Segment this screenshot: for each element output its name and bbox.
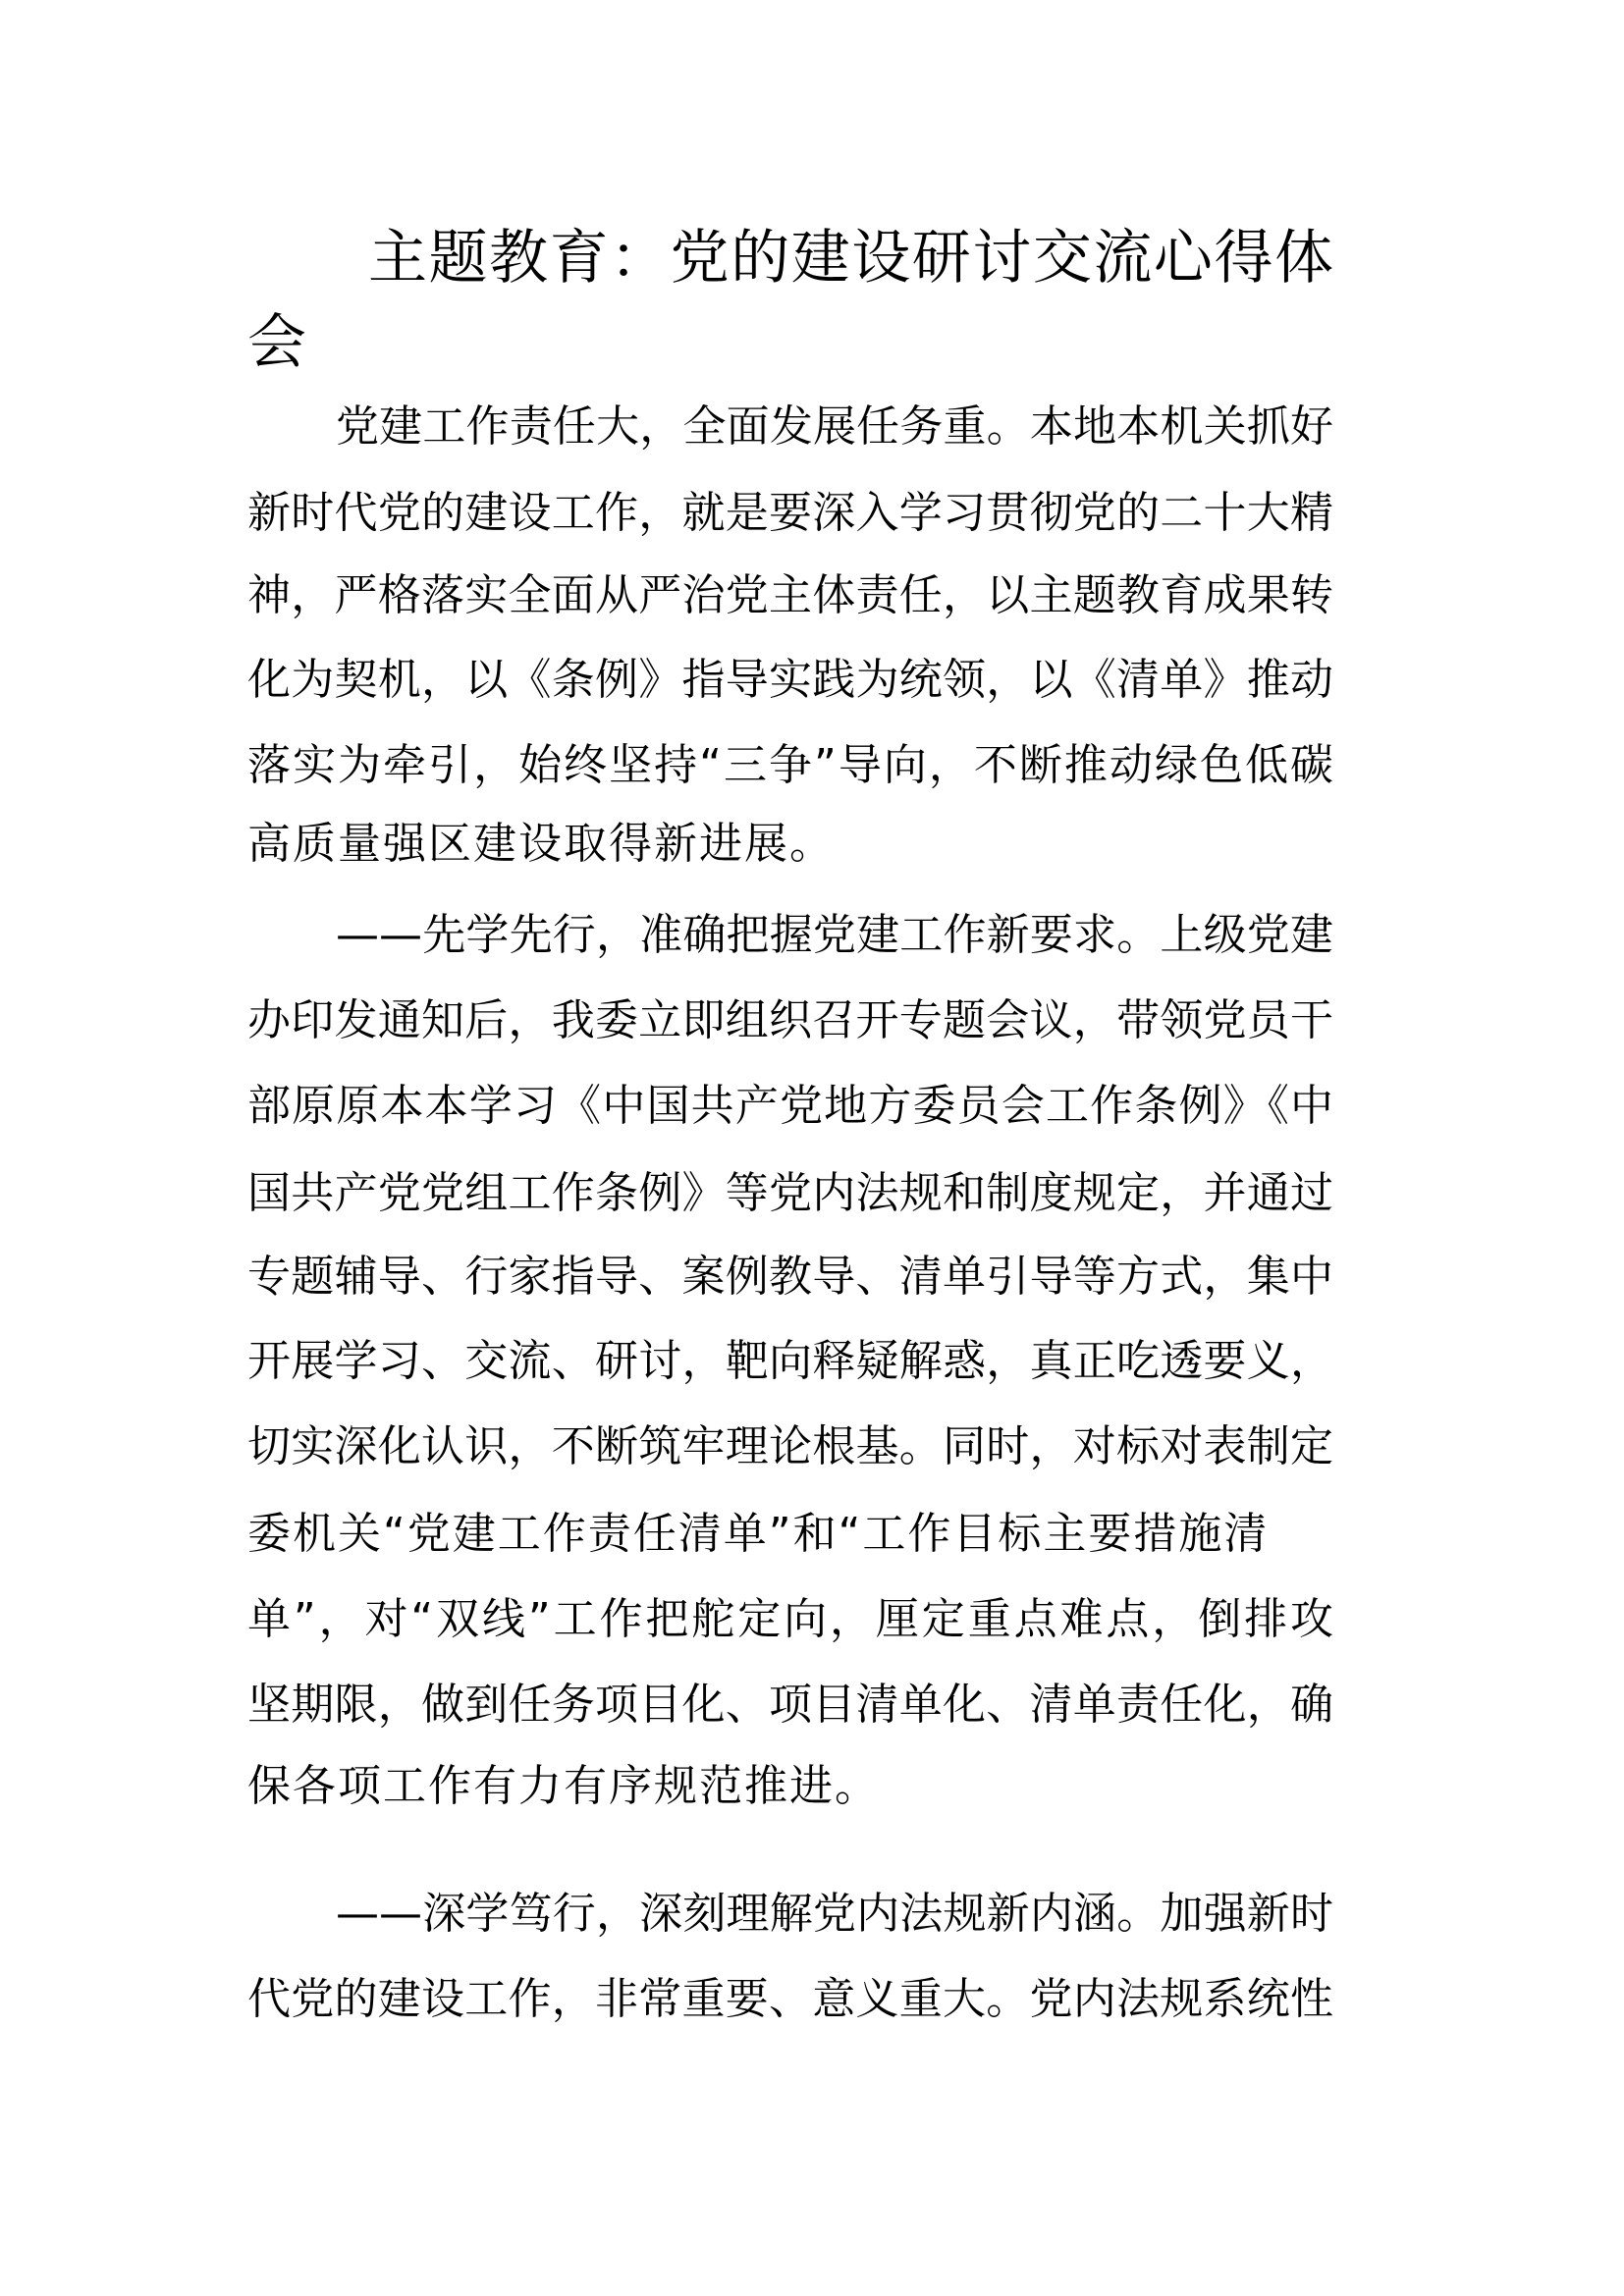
paragraph-2-line-6: 开展学习、交流、研讨，靶向释疑解惑，真正吃透要义，	[247, 1336, 1333, 1386]
paragraph-2-line-11: 保各项工作有力有序规范推进。	[247, 1761, 880, 1811]
paragraph-1-line-1: 党建工作责任大，全面发展任务重。本地本机关抓好	[336, 401, 1333, 452]
paragraph-3-line-1: ——深学笃行，深刻理解党内法规新内涵。加强新时	[336, 1889, 1333, 1939]
paragraph-2-line-5: 专题辅导、行家指导、案例教导、清单引导等方式，集中	[247, 1252, 1333, 1302]
paragraph-3-line-2: 代党的建设工作，非常重要、意义重大。党内法规系统性	[247, 1974, 1333, 2024]
paragraph-1-line-5: 落实为牵引，始终坚持“三争”导向，不断推动绿色低碳	[247, 740, 1333, 790]
paragraph-2-line-10: 坚期限，做到任务项目化、项目清单化、清单责任化，确	[247, 1680, 1333, 1730]
paragraph-2-line-3: 部原原本本学习《中国共产党地方委员会工作条例》《中	[247, 1081, 1333, 1131]
paragraph-2-line-2: 办印发通知后，我委立即组织召开专题会议，带领党员干	[247, 995, 1333, 1045]
paragraph-1-line-2: 新时代党的建设工作，就是要深入学习贯彻党的二十大精	[247, 488, 1333, 538]
paragraph-2-line-8: 委机关“党建工作责任清单”和“工作目标主要措施清	[247, 1509, 1270, 1559]
paragraph-1-line-6: 高质量强区建设取得新进展。	[247, 819, 835, 869]
paragraph-2-line-9: 单”，对“双线”工作把舵定向，厘定重点难点，倒排攻	[247, 1594, 1333, 1644]
paragraph-2-line-4: 国共产党党组工作条例》等党内法规和制度规定，并通过	[247, 1168, 1333, 1218]
document-title-line-1: 主题教育：党的建设研讨交流心得体	[368, 224, 1333, 293]
paragraph-1-line-3: 神，严格落实全面从严治党主体责任，以主题教育成果转	[247, 570, 1333, 620]
document-title-line-2: 会	[247, 308, 306, 377]
paragraph-1-line-4: 化为契机，以《条例》指导实践为统领，以《清单》推动	[247, 655, 1333, 705]
paragraph-2-line-7: 切实深化认识，不断筑牢理论根基。同时，对标对表制定	[247, 1421, 1333, 1471]
paragraph-2-line-1: ——先学先行，准确把握党建工作新要求。上级党建	[336, 910, 1333, 960]
